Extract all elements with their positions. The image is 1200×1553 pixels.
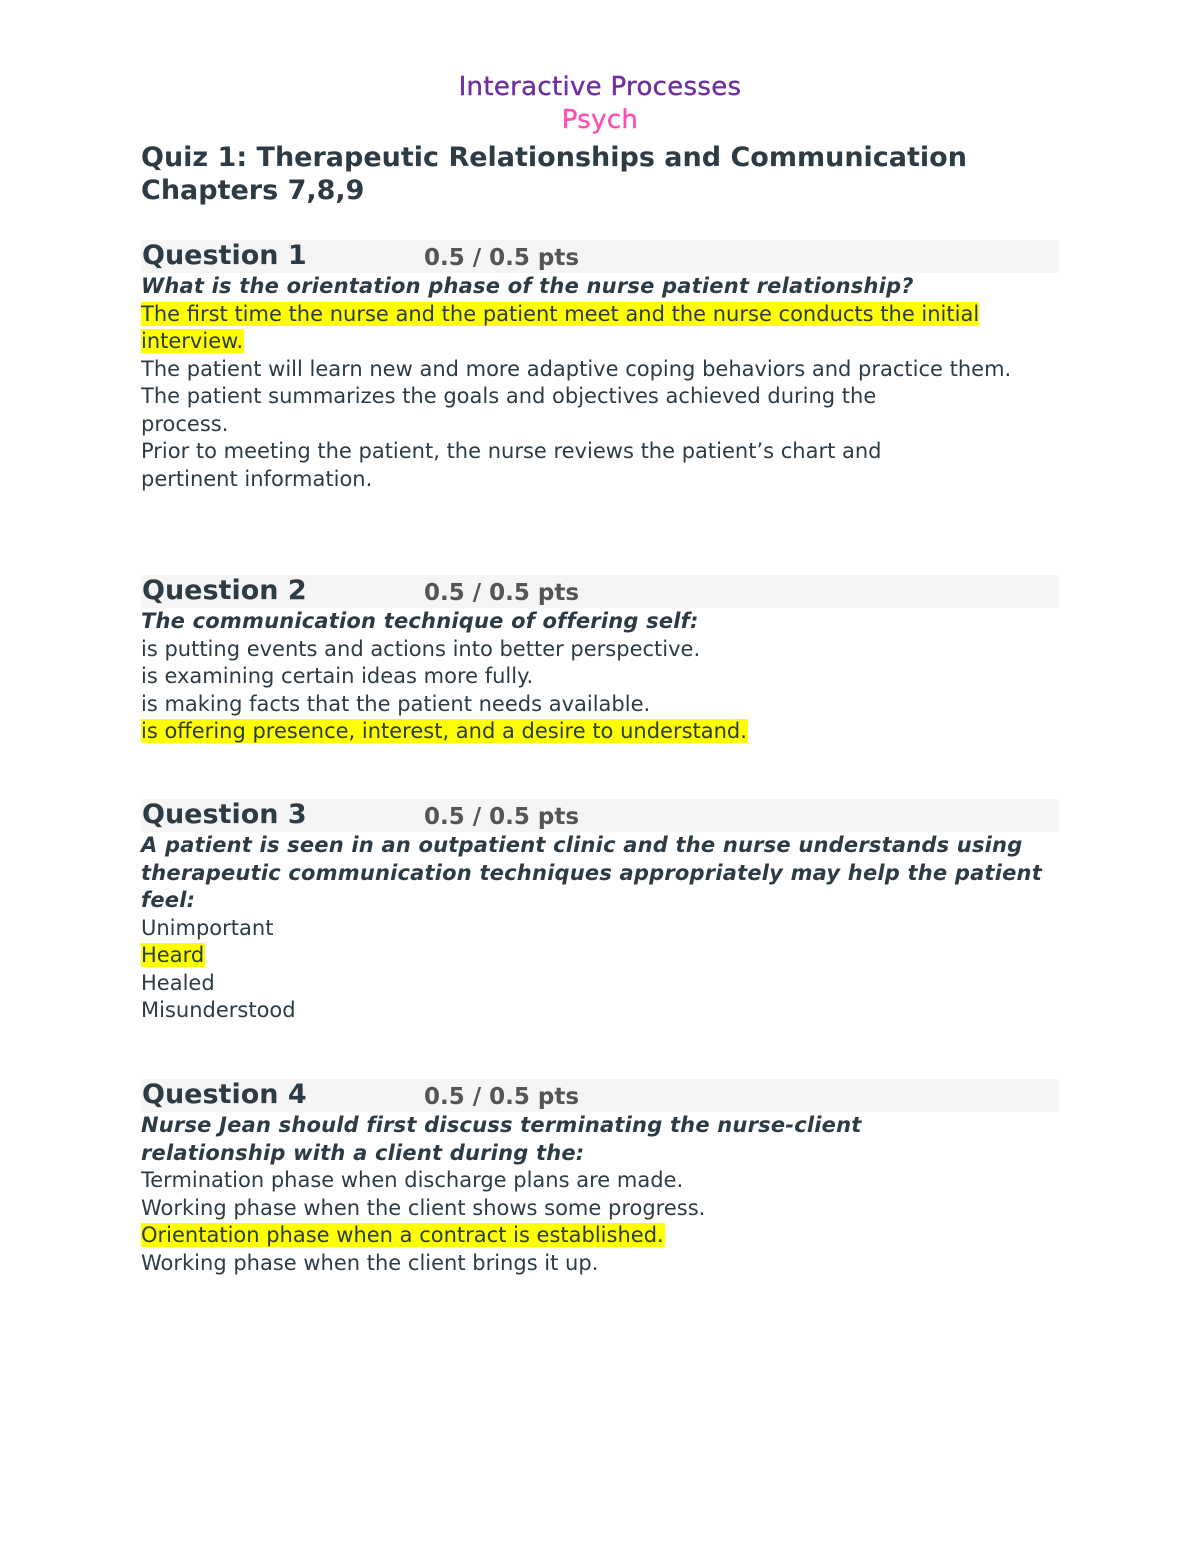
answer-text: Orientation phase when a contract is established. bbox=[141, 1223, 664, 1247]
answer-text: The patient will learn new and more adaptive coping behaviors and practice them. bbox=[141, 356, 1012, 381]
question-header bbox=[141, 240, 1059, 273]
quiz-title: Quiz 1: Therapeutic Relationships and Communication Chapters 7,8,9 bbox=[141, 142, 967, 206]
question-points: 0.5 / 0.5 pts bbox=[424, 804, 580, 830]
answer-option bbox=[141, 636, 1059, 664]
question-3 bbox=[141, 799, 1059, 1025]
answer-text: Prior to meeting the patient, the nurse reviews the patient’s chart and pertinent information. bbox=[141, 439, 882, 491]
question-number: Question 4 bbox=[142, 1079, 307, 1110]
answer-list bbox=[141, 915, 1059, 1025]
question-number: Question 2 bbox=[142, 575, 307, 606]
answer-option bbox=[141, 663, 1059, 691]
answer-option bbox=[141, 1167, 1059, 1195]
answer-option bbox=[141, 1250, 1059, 1278]
answer-text: Working phase when the client shows some progress. bbox=[141, 1195, 706, 1220]
answer-option bbox=[141, 997, 1059, 1025]
answer-text: Unimportant bbox=[141, 915, 274, 940]
question-1 bbox=[141, 240, 1059, 493]
question-prompt: The communication technique of offering self: bbox=[141, 609, 699, 633]
answer-option-correct bbox=[141, 301, 1021, 356]
answer-option bbox=[141, 970, 1059, 998]
answer-text: Working phase when the client brings it up. bbox=[141, 1250, 599, 1275]
question-points: 0.5 / 0.5 pts bbox=[424, 245, 580, 271]
document-subtitle: Psych bbox=[561, 105, 639, 135]
answer-option bbox=[141, 438, 981, 493]
answer-list bbox=[141, 301, 1059, 494]
answer-text: The patient summarizes the goals and objectives achieved during the process. bbox=[141, 384, 877, 436]
answer-text: is examining certain ideas more fully. bbox=[141, 664, 534, 688]
answer-option bbox=[141, 691, 1059, 719]
answer-text: Termination phase when discharge plans are made. bbox=[141, 1168, 684, 1192]
answer-list bbox=[141, 1167, 1059, 1277]
question-header bbox=[141, 575, 1059, 608]
question-header bbox=[141, 1079, 1059, 1112]
answer-option-correct bbox=[141, 718, 1059, 746]
question-2 bbox=[141, 575, 1059, 746]
answer-list bbox=[141, 636, 1059, 746]
question-prompt: What is the orientation phase of the nurse patient relationship? bbox=[141, 274, 914, 298]
question-prompt: Nurse Jean should first discuss terminating the nurse-client relationship with a client during the: bbox=[141, 1113, 862, 1165]
question-points: 0.5 / 0.5 pts bbox=[424, 1084, 580, 1110]
question-number: Question 3 bbox=[142, 799, 307, 830]
question-points: 0.5 / 0.5 pts bbox=[424, 580, 580, 606]
answer-option-correct bbox=[141, 1222, 1059, 1250]
answer-text: is putting events and actions into better perspective. bbox=[141, 636, 701, 661]
answer-text: Misunderstood bbox=[141, 998, 296, 1022]
question-prompt: A patient is seen in an outpatient clinic and the nurse understands using therapeutic communication techniques appropriately may help the patient feel: bbox=[141, 833, 1042, 912]
answer-option bbox=[141, 383, 971, 438]
document-title: Interactive Processes bbox=[458, 72, 742, 102]
answer-option-correct bbox=[141, 942, 1059, 970]
answer-text: is making facts that the patient needs available. bbox=[141, 691, 651, 716]
answer-option bbox=[141, 915, 1059, 943]
answer-option bbox=[141, 356, 1046, 384]
answer-option bbox=[141, 1195, 1059, 1223]
answer-text: Heard bbox=[141, 943, 205, 967]
answer-text: Healed bbox=[141, 970, 215, 995]
question-number: Question 1 bbox=[142, 240, 307, 271]
answer-text: is offering presence, interest, and a desire to understand. bbox=[141, 719, 747, 743]
answer-text: The first time the nurse and the patient meet and the nurse conducts the initial interview. bbox=[141, 301, 980, 353]
question-4 bbox=[141, 1079, 1059, 1277]
question-header bbox=[141, 799, 1059, 832]
